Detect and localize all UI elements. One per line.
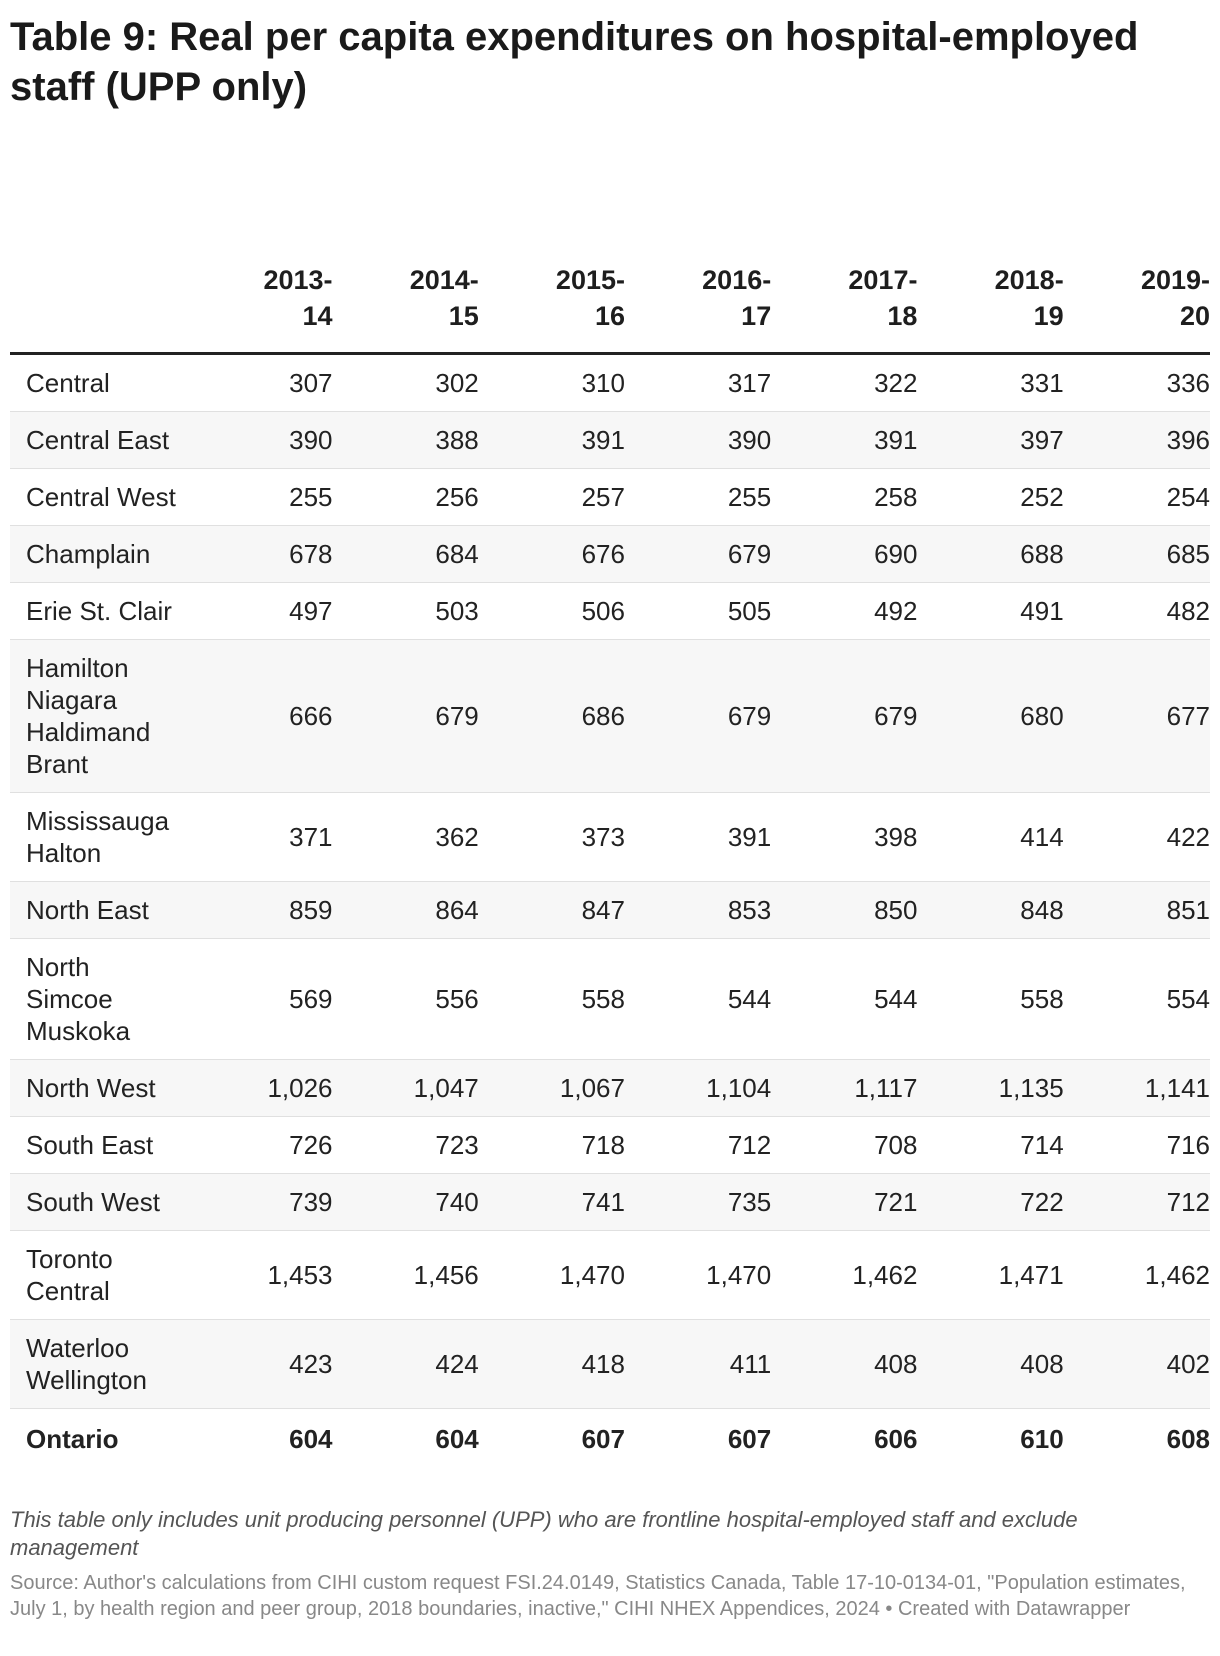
data-table — [10, 262, 1210, 1467]
value-cell: 402 — [1064, 1320, 1210, 1409]
value-cell: 714 — [917, 1117, 1063, 1174]
value-cell: 390 — [186, 412, 332, 469]
value-cell: 492 — [771, 583, 917, 640]
value-cell: 398 — [771, 793, 917, 882]
value-cell: 497 — [186, 583, 332, 640]
region-cell: Erie St. Clair — [10, 583, 186, 640]
footnotes — [10, 1506, 1210, 1622]
total-row — [10, 1409, 1210, 1468]
region-cell: North West — [10, 1060, 186, 1117]
column-header-year-end: 17 — [741, 301, 772, 331]
table-row — [10, 939, 1210, 1060]
value-cell: 1,471 — [917, 1231, 1063, 1320]
table-row — [10, 1320, 1210, 1409]
value-cell: 685 — [1064, 526, 1210, 583]
value-cell: 607 — [727, 1424, 772, 1454]
table-row — [10, 412, 1210, 469]
value-cell: 604 — [435, 1424, 479, 1454]
value-cell: 254 — [1064, 469, 1210, 526]
value-cell: 396 — [1064, 412, 1210, 469]
table-figure — [10, 0, 1210, 1620]
value-cell: 1,135 — [917, 1060, 1063, 1117]
table-row — [10, 469, 1210, 526]
value-cell: 371 — [186, 793, 332, 882]
value-cell: 741 — [479, 1174, 625, 1231]
column-header — [917, 262, 1063, 354]
value-cell: 411 — [625, 1320, 771, 1409]
value-cell: 1,067 — [479, 1060, 625, 1117]
value-cell: 708 — [771, 1117, 917, 1174]
value-cell: 1,462 — [1064, 1231, 1210, 1320]
table-row — [10, 1231, 1210, 1320]
value-cell: 679 — [625, 526, 771, 583]
value-cell: 255 — [625, 469, 771, 526]
value-cell: 390 — [625, 412, 771, 469]
value-cell: 558 — [479, 939, 625, 1060]
value-cell: 397 — [917, 412, 1063, 469]
value-cell: 544 — [771, 939, 917, 1060]
region-cell: Mississauga Halton — [10, 793, 186, 882]
value-cell: 726 — [186, 1117, 332, 1174]
column-header — [333, 262, 479, 354]
value-cell: 739 — [186, 1174, 332, 1231]
value-cell: 607 — [581, 1424, 625, 1454]
region-cell: South West — [10, 1174, 186, 1231]
value-cell: 690 — [771, 526, 917, 583]
value-cell: 677 — [1064, 640, 1210, 793]
value-cell: 686 — [479, 640, 625, 793]
value-cell: 676 — [479, 526, 625, 583]
value-cell: 1,141 — [1064, 1060, 1210, 1117]
value-cell: 1,453 — [186, 1231, 332, 1320]
column-header — [625, 262, 771, 354]
value-cell: 712 — [1064, 1174, 1210, 1231]
value-cell: 391 — [479, 412, 625, 469]
value-cell: 388 — [333, 412, 479, 469]
region-cell: South East — [10, 1117, 186, 1174]
table-row — [10, 1174, 1210, 1231]
region-cell: Champlain — [10, 526, 186, 583]
value-cell: 310 — [479, 354, 625, 412]
value-cell: 680 — [917, 640, 1063, 793]
column-header-year-end: 15 — [448, 301, 479, 331]
value-cell: 317 — [625, 354, 771, 412]
region-cell: Hamilton Niagara Haldimand Brant — [10, 640, 186, 793]
value-cell: 735 — [625, 1174, 771, 1231]
column-header-year-end: 18 — [887, 301, 918, 331]
value-cell: 491 — [917, 583, 1063, 640]
value-cell: 252 — [917, 469, 1063, 526]
value-cell: 606 — [874, 1424, 918, 1454]
value-cell: 257 — [479, 469, 625, 526]
region-cell: North East — [10, 882, 186, 939]
value-cell: 373 — [479, 793, 625, 882]
value-cell: 422 — [1064, 793, 1210, 882]
region-cell: Waterloo Wellington — [10, 1320, 186, 1409]
value-cell: 544 — [625, 939, 771, 1060]
column-header-year-end: 16 — [594, 301, 625, 331]
value-cell: 302 — [333, 354, 479, 412]
value-cell: 688 — [917, 526, 1063, 583]
column-header — [479, 262, 625, 354]
value-cell: 859 — [186, 882, 332, 939]
table-row — [10, 526, 1210, 583]
region-cell: Central West — [10, 469, 186, 526]
table-row — [10, 640, 1210, 793]
value-cell: 1,470 — [625, 1231, 771, 1320]
value-cell: 723 — [333, 1117, 479, 1174]
column-header — [771, 262, 917, 354]
table-row — [10, 1117, 1210, 1174]
value-cell: 740 — [333, 1174, 479, 1231]
value-cell: 1,456 — [333, 1231, 479, 1320]
value-cell: 414 — [917, 793, 1063, 882]
table-row — [10, 583, 1210, 640]
column-header-year-start: 2015- — [555, 265, 625, 295]
table-title: Table 9: Real per capita expenditures on hospital-employed staff (UPP only) — [10, 15, 1139, 109]
table-row — [10, 793, 1210, 882]
column-header — [1064, 262, 1210, 354]
value-cell: 307 — [186, 354, 332, 412]
value-cell: 331 — [917, 354, 1063, 412]
value-cell: 721 — [771, 1174, 917, 1231]
value-cell: 1,047 — [333, 1060, 479, 1117]
value-cell: 722 — [917, 1174, 1063, 1231]
value-cell: 569 — [186, 939, 332, 1060]
value-cell: 716 — [1064, 1117, 1210, 1174]
table-row — [10, 354, 1210, 412]
value-cell: 678 — [186, 526, 332, 583]
value-cell: 391 — [771, 412, 917, 469]
value-cell: 679 — [771, 640, 917, 793]
value-cell: 666 — [186, 640, 332, 793]
value-cell: 1,104 — [625, 1060, 771, 1117]
column-header-year-start: 2017- — [848, 265, 918, 295]
value-cell: 506 — [479, 583, 625, 640]
value-cell: 610 — [1020, 1424, 1064, 1454]
value-cell: 408 — [917, 1320, 1063, 1409]
value-cell: 684 — [333, 526, 479, 583]
region-cell: North Simcoe Muskoka — [10, 939, 186, 1060]
value-cell: 604 — [289, 1424, 333, 1454]
table-row — [10, 882, 1210, 939]
region-cell: Toronto Central — [10, 1231, 186, 1320]
region-cell: Ontario — [26, 1424, 119, 1454]
column-header-year-start: 2016- — [702, 265, 772, 295]
source-line: Source: Author's calculations from CIHI custom request FSI.24.0149, Statistics Canada, Table 17-10-0134-01, "Population estimates, July 1, by health region and peer group, 2018 boundaries, inactive," CIHI NHEX Appendices, 2024 • Created with Datawrapper — [10, 1572, 1186, 1620]
region-cell: Central — [10, 354, 186, 412]
table-note: This table only includes unit producing personnel (UPP) who are frontline hospital-employed staff and exclude management — [10, 1507, 1078, 1560]
value-cell: 391 — [625, 793, 771, 882]
value-cell: 1,117 — [771, 1060, 917, 1117]
value-cell: 864 — [333, 882, 479, 939]
column-header-year-start: 2014- — [409, 265, 479, 295]
value-cell: 255 — [186, 469, 332, 526]
value-cell: 1,470 — [479, 1231, 625, 1320]
value-cell: 418 — [479, 1320, 625, 1409]
value-cell: 362 — [333, 793, 479, 882]
value-cell: 847 — [479, 882, 625, 939]
value-cell: 505 — [625, 583, 771, 640]
header-region — [10, 262, 186, 354]
value-cell: 322 — [771, 354, 917, 412]
value-cell: 336 — [1064, 354, 1210, 412]
value-cell: 424 — [333, 1320, 479, 1409]
value-cell: 258 — [771, 469, 917, 526]
value-cell: 256 — [333, 469, 479, 526]
value-cell: 712 — [625, 1117, 771, 1174]
value-cell: 554 — [1064, 939, 1210, 1060]
value-cell: 408 — [771, 1320, 917, 1409]
value-cell: 1,026 — [186, 1060, 332, 1117]
column-header — [186, 262, 332, 354]
column-header-year-end: 20 — [1179, 301, 1210, 331]
value-cell: 482 — [1064, 583, 1210, 640]
region-cell: Central East — [10, 412, 186, 469]
value-cell: 503 — [333, 583, 479, 640]
value-cell: 853 — [625, 882, 771, 939]
value-cell: 1,462 — [771, 1231, 917, 1320]
header-row — [10, 262, 1210, 354]
column-header-year-start: 2018- — [994, 265, 1064, 295]
table-row — [10, 1060, 1210, 1117]
value-cell: 679 — [333, 640, 479, 793]
value-cell: 850 — [771, 882, 917, 939]
value-cell: 848 — [917, 882, 1063, 939]
value-cell: 423 — [186, 1320, 332, 1409]
value-cell: 718 — [479, 1117, 625, 1174]
column-header-year-end: 14 — [302, 301, 333, 331]
column-header-year-end: 19 — [1033, 301, 1064, 331]
table-body — [10, 354, 1210, 1468]
value-cell: 679 — [625, 640, 771, 793]
value-cell: 608 — [1166, 1424, 1210, 1454]
value-cell: 558 — [917, 939, 1063, 1060]
column-header-year-start: 2013- — [263, 265, 333, 295]
value-cell: 851 — [1064, 882, 1210, 939]
column-header-year-start: 2019- — [1140, 265, 1210, 295]
value-cell: 556 — [333, 939, 479, 1060]
